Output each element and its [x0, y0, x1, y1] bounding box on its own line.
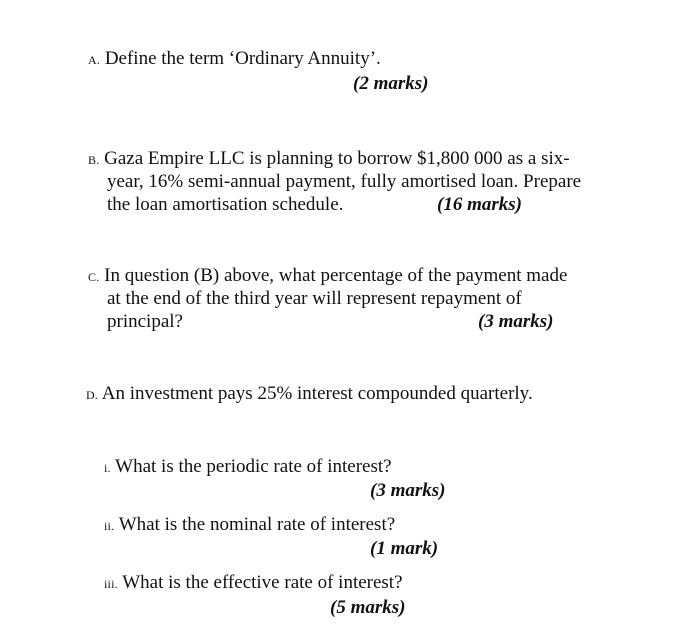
- question-c-line-2: at the end of the third year will represent repayment of: [107, 288, 522, 309]
- question-d-text: An investment pays 25% interest compounded quarterly.: [101, 383, 533, 404]
- question-a-text: Define the term ‘Ordinary Annuity’.: [104, 48, 381, 69]
- question-c-line-3: principal?: [107, 311, 183, 332]
- question-d-iii-text-line: [104, 571, 403, 596]
- question-c-marks: (3 marks): [478, 311, 554, 332]
- question-c-line-1: [88, 264, 567, 289]
- question-a-label: A.: [88, 53, 101, 67]
- question-a-marks: (2 marks): [353, 73, 429, 94]
- question-d-i-marks: (3 marks): [370, 480, 446, 501]
- question-d-iii-text: What is the effective rate of interest?: [122, 572, 403, 593]
- question-b-line-1: [88, 147, 570, 172]
- question-a-text-line: [88, 47, 381, 72]
- question-b-line-2: year, 16% semi-annual payment, fully amortised loan. Prepare: [107, 171, 582, 192]
- question-d-i-text: What is the periodic rate of interest?: [115, 456, 392, 477]
- question-b-text-1: Gaza Empire LLC is planning to borrow $1,800 000 as a six-: [104, 148, 570, 169]
- question-c-label: C.: [88, 270, 100, 284]
- question-d-ii-label: ii.: [104, 519, 115, 533]
- question-d-text-line: [86, 382, 533, 407]
- question-b-marks: (16 marks): [437, 194, 522, 215]
- question-d-iii-marks: (5 marks): [330, 597, 406, 618]
- question-d-i-label: i.: [104, 461, 111, 475]
- question-b-label: B.: [88, 153, 100, 167]
- question-d-ii-marks: (1 mark): [370, 538, 439, 559]
- question-d-ii-text-line: [104, 513, 395, 538]
- question-d-label: D.: [86, 388, 99, 402]
- question-c-text-1: In question (B) above, what percentage of the payment made: [104, 265, 568, 286]
- question-d-ii-text: What is the nominal rate of interest?: [118, 514, 396, 535]
- question-d-iii-label: iii.: [104, 577, 118, 591]
- question-b-line-3: the loan amortisation schedule.: [107, 194, 344, 215]
- question-d-i-text-line: [104, 455, 392, 480]
